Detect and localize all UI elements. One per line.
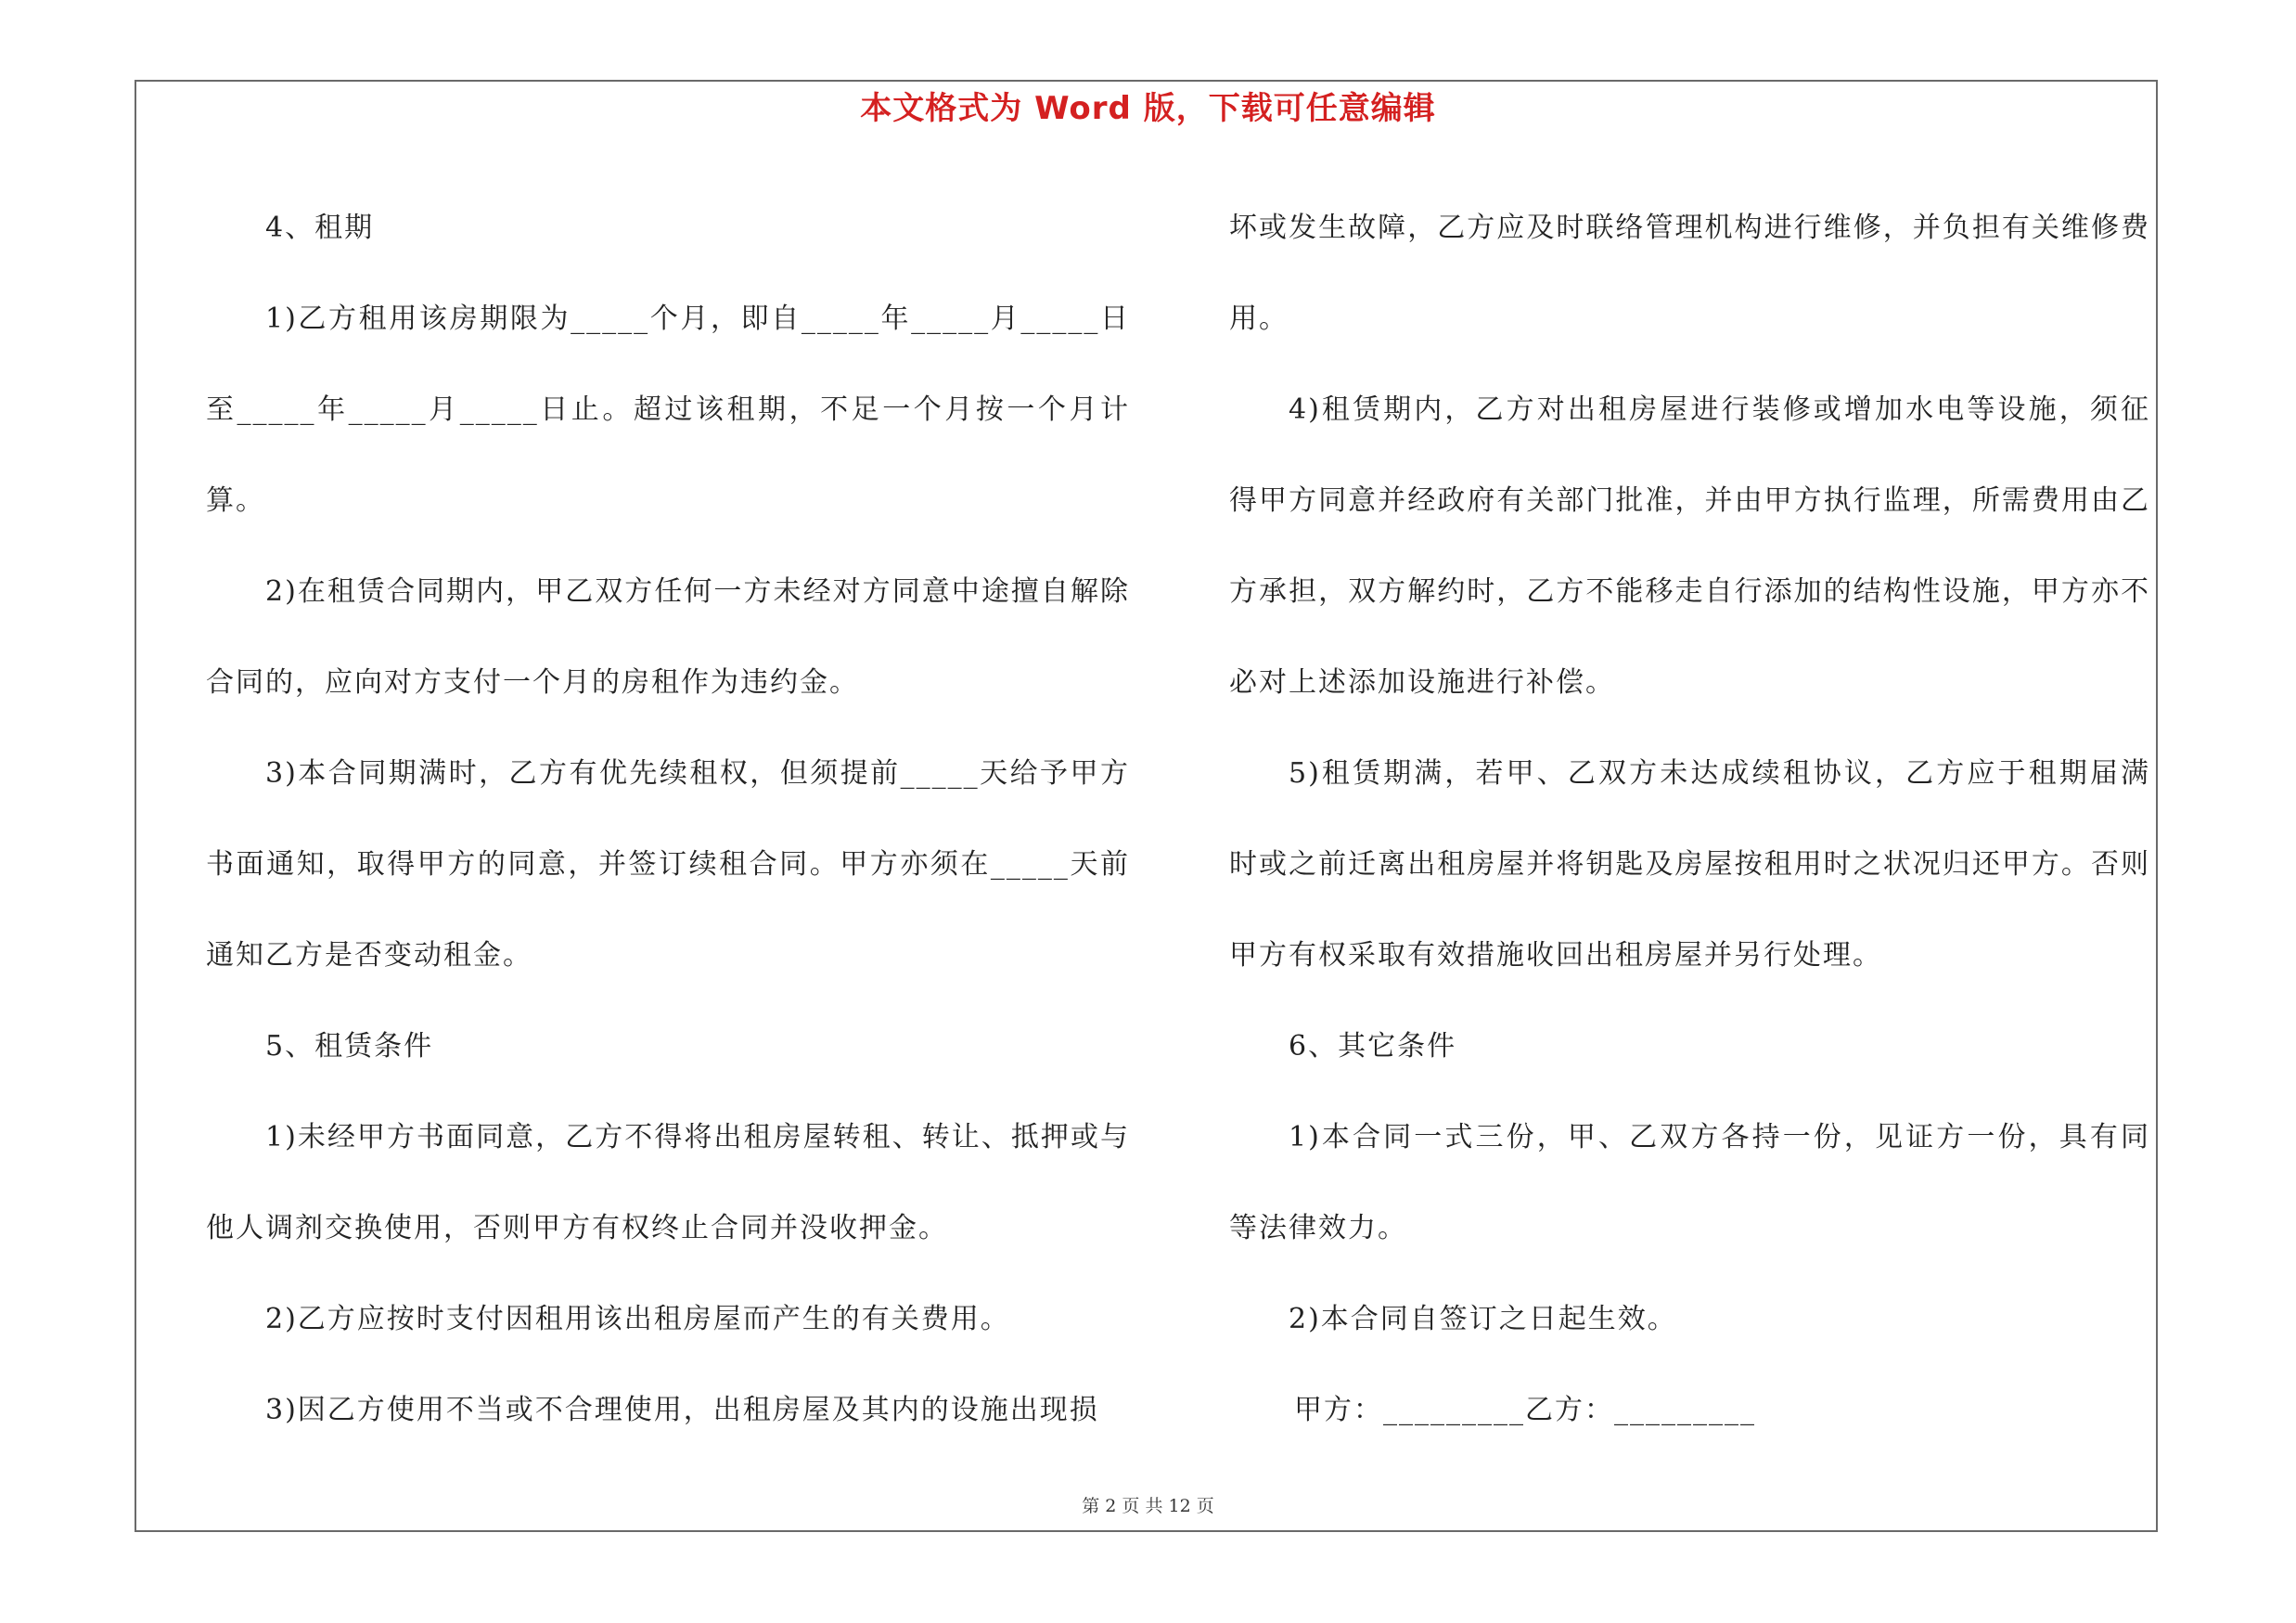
section-heading-lease-term: 4、租期 (265, 212, 375, 244)
signature-line: 甲方：_________乙方：_________ (1294, 1394, 1756, 1426)
right-column (1229, 183, 2150, 1456)
page-number-footer: 第 2 页 共 12 页 (1082, 1496, 1214, 1516)
clause-damage: 3)因乙方使用不当或不合理使用，出租房屋及其内的设施出现损 (265, 1394, 1099, 1426)
clause-effective-date: 2)本合同自签订之日起生效。 (1289, 1303, 1677, 1335)
clause-damage-continued: 坏或发生故障，乙方应及时联络管理机构进行维修，并负担有关维修费用。 (1229, 212, 2150, 335)
clause-renovation: 4)租赁期内，乙方对出租房屋进行装修或增加水电等设施，须征得甲方同意并经政府有关部门批准，并由甲方执行监理，所需费用由乙方承担，双方解约时，乙方不能移走自行添加的结构性设施，甲方亦不必对上述添加设施进行补偿。 (1229, 393, 2150, 699)
clause-lease-period: 1)乙方租用该房期限为_____个月，即自_____年_____月_____日至_____年_____月_____日止。超过该租期，不足一个月按一个月计算。 (206, 303, 1130, 517)
section-heading-other-conditions: 6、其它条件 (1289, 1030, 1457, 1063)
clause-sublease: 1)未经甲方书面同意，乙方不得将出租房屋转租、转让、抵押或与他人调剂交换使用，否则甲方有权终止合同并没收押金。 (206, 1121, 1130, 1244)
section-heading-lease-conditions: 5、租赁条件 (265, 1030, 434, 1063)
clause-lease-expiry: 5)租赁期满，若甲、乙双方未达成续租协议，乙方应于租期届满时或之前迁离出租房屋并将钥匙及房屋按租用时之状况归还甲方。否则甲方有权采取有效措施收回出租房屋并另行处理。 (1229, 757, 2150, 972)
left-column (206, 183, 1130, 1456)
format-notice-header: 本文格式为 Word 版，下载可任意编辑 (860, 90, 1436, 127)
clause-copies: 1)本合同一式三份，甲、乙双方各持一份，见证方一份，具有同等法律效力。 (1229, 1121, 2150, 1244)
clause-renewal: 3)本合同期满时，乙方有优先续租权，但须提前_____天给予甲方书面通知，取得甲方的同意，并签订续租合同。甲方亦须在_____天前通知乙方是否变动租金。 (206, 757, 1130, 972)
clause-fees: 2)乙方应按时支付因租用该出租房屋而产生的有关费用。 (265, 1303, 1010, 1335)
clause-early-termination: 2)在租赁合同期内，甲乙双方任何一方未经对方同意中途擅自解除合同的，应向对方支付一个月的房租作为违约金。 (206, 575, 1130, 699)
